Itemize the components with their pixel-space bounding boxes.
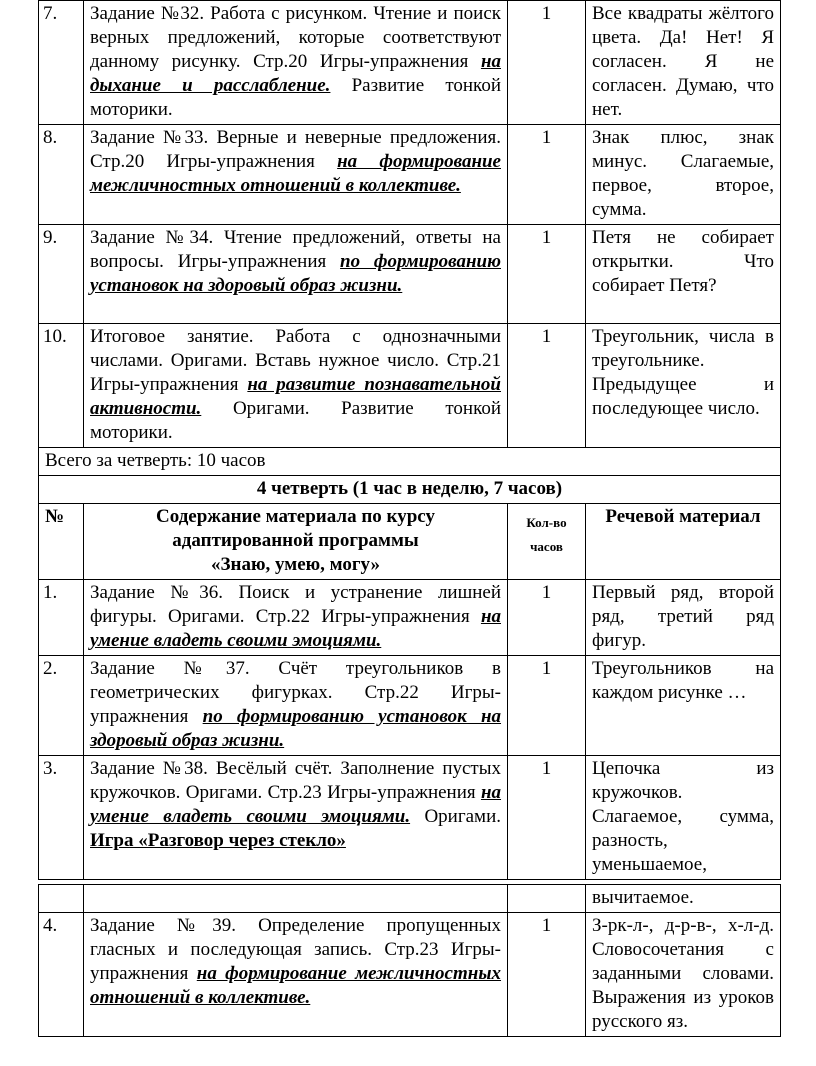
row-number: 4. bbox=[39, 913, 84, 1037]
row-hours: 1 bbox=[508, 125, 586, 225]
row-content bbox=[84, 580, 508, 656]
header-speech: Речевой материал bbox=[586, 504, 781, 580]
header-row bbox=[39, 504, 781, 580]
row-number: 3. bbox=[39, 756, 84, 880]
row-number: 7. bbox=[39, 1, 84, 125]
header-hours bbox=[508, 504, 586, 580]
table-row bbox=[39, 656, 781, 756]
content-text: Задание №39. Определение пропущенных гласных и последующая запись. Стр.23 Игры-упражнения bbox=[90, 915, 501, 984]
empty-cell bbox=[84, 885, 508, 913]
content-emphasis: на развитие познавательной активности. bbox=[90, 374, 501, 419]
quarter-title: 4 четверть (1 час в неделю, 7 часов) bbox=[39, 476, 781, 504]
row-content bbox=[84, 656, 508, 756]
row-hours: 1 bbox=[508, 225, 586, 324]
row-speech: Первый ряд, второй ряд, третий ряд фигур. bbox=[586, 580, 781, 656]
row-content bbox=[84, 125, 508, 225]
row-hours: 1 bbox=[508, 756, 586, 880]
table-row bbox=[39, 125, 781, 225]
row-hours: 1 bbox=[508, 1, 586, 125]
row-number: 8. bbox=[39, 125, 84, 225]
row-number: 9. bbox=[39, 225, 84, 324]
row-speech: вычитаемое. bbox=[586, 885, 781, 913]
content-text: Задание №36. Поиск и устранение лишней фигуры. Оригами. Стр.22 Игры-упражнения bbox=[90, 582, 501, 627]
total-row bbox=[39, 448, 781, 476]
row-hours: 1 bbox=[508, 580, 586, 656]
content-game: Игра «Разговор через стекло» bbox=[90, 830, 346, 851]
content-text: Итоговое занятие. Работа с однозначными числами. Оригами. Вставь нужное число. Стр.21 Игры-упражнения bbox=[90, 326, 501, 395]
row-speech: Треугольник, числа в треугольнике. Предыдущее и последующее число. bbox=[586, 324, 781, 448]
row-number: 1. bbox=[39, 580, 84, 656]
content-emphasis: на формирование межличностных отношений в коллективе. bbox=[90, 963, 502, 1008]
quarter-title-row bbox=[39, 476, 781, 504]
row-content bbox=[84, 1, 508, 125]
header-number: № bbox=[39, 504, 84, 580]
header-content: Содержание материала по курсу адаптированной программы «Знаю, умею, могу» bbox=[84, 504, 508, 580]
row-content bbox=[84, 913, 508, 1037]
content-emphasis: по формированию установок на здоровый образ жизни. bbox=[90, 251, 501, 296]
row-speech: Треугольников на каждом рисунке … bbox=[586, 656, 781, 756]
table-row bbox=[39, 756, 781, 880]
content-emphasis: по формированию установок на здоровый образ жизни. bbox=[90, 706, 502, 751]
row-number: 2. bbox=[39, 656, 84, 756]
content-emphasis: на умение владеть своими эмоциями. bbox=[90, 782, 502, 827]
table-row bbox=[39, 580, 781, 656]
content-emphasis: на формирование межличностных отношений в коллективе. bbox=[90, 151, 501, 196]
row-content bbox=[84, 756, 508, 880]
table-row bbox=[39, 913, 781, 1037]
content-text: Задание №33. Верные и неверные предложения. Стр.20 Игры-упражнения bbox=[90, 127, 501, 172]
content-text: Задание №32. Работа с рисунком. Чтение и поиск верных предложений, которые соответствуют данному рисунку. Стр.20 Игры-упражнения bbox=[90, 3, 501, 72]
content-text: Задание №37. Счёт треугольников в геометрических фигурках. Стр.22 Игры-упражнения bbox=[90, 658, 501, 727]
content-emphasis: на умение владеть своими эмоциями. bbox=[90, 606, 501, 651]
row-speech: Знак плюс, знак минус. Слагаемые, первое, второе, сумма. bbox=[586, 125, 781, 225]
content-tail: Оригами. Развитие тонкой моторики. bbox=[90, 398, 502, 443]
row-speech: Петя не собирает открытки. Что собирает Петя? bbox=[586, 225, 781, 324]
table-row bbox=[39, 225, 781, 324]
table-row bbox=[39, 1, 781, 125]
row-hours: 1 bbox=[508, 656, 586, 756]
quarter-total: Всего за четверть: 10 часов bbox=[39, 448, 781, 476]
header-hours-label: Кол-во часов bbox=[526, 515, 567, 554]
row-speech: З-рк-л-, д-р-в-, х-л-д. Словосочетания с заданными словами. Выражения из уроков русского яз. bbox=[586, 913, 781, 1037]
row-hours: 1 bbox=[508, 913, 586, 1037]
continuation-row bbox=[39, 885, 781, 913]
row-hours: 1 bbox=[508, 324, 586, 448]
table-row bbox=[39, 324, 781, 448]
empty-cell bbox=[508, 885, 586, 913]
row-content bbox=[84, 324, 508, 448]
row-speech: Цепочка из кружочков. Слагаемое, сумма, разность, уменьшаемое, bbox=[586, 756, 781, 880]
content-tail: Развитие тонкой моторики. bbox=[90, 75, 501, 120]
content-emphasis: на дыхание и расслабление. bbox=[90, 51, 501, 96]
main-table bbox=[38, 0, 781, 880]
content-text: Задание №34. Чтение предложений, ответы на вопросы. Игры-упражнения bbox=[90, 227, 501, 272]
row-content bbox=[84, 225, 508, 324]
row-speech: Все квадраты жёлтого цвета. Да! Нет! Я согласен. Я не согласен. Думаю, что нет. bbox=[586, 1, 781, 125]
row-number: 10. bbox=[39, 324, 84, 448]
content-text: Задание №38. Весёлый счёт. Заполнение пустых кружочков. Оригами. Стр.23 Игры-упражнения bbox=[90, 758, 501, 803]
continuation-table bbox=[38, 884, 781, 1037]
content-tail: Оригами. bbox=[424, 806, 501, 827]
empty-cell bbox=[39, 885, 84, 913]
